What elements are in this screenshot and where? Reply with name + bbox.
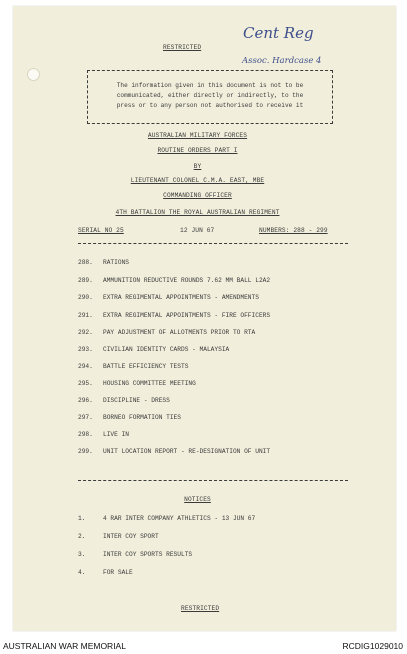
order-number: 289. bbox=[78, 277, 93, 284]
order-title: EXTRA REGIMENTAL APPOINTMENTS - AMENDMENTS bbox=[103, 294, 259, 301]
order-title: CIVILIAN IDENTITY CARDS - MALAYSIA bbox=[103, 346, 230, 353]
order-title: LIVE IN bbox=[103, 431, 129, 438]
order-title: UNIT LOCATION REPORT - RE-DESIGNATION OF UNIT bbox=[103, 448, 271, 455]
order-title: AMMUNITION REDUCTIVE ROUNDS 7.62 MM BALL L2A2 bbox=[103, 277, 271, 284]
notice-title: INTER COY SPORTS RESULTS bbox=[103, 551, 193, 558]
order-number: 298. bbox=[78, 431, 93, 438]
classification-bottom: RESTRICTED bbox=[181, 605, 220, 612]
notice-line: communicated, either directly or indirectly, to the bbox=[116, 92, 304, 99]
officer-name: LIEUTENANT COLONEL C.M.A. EAST, MBE bbox=[130, 177, 265, 184]
notice-line: press or to any person not authorised to receive it bbox=[116, 102, 304, 109]
order-number: 296. bbox=[78, 397, 93, 404]
order-title: RATIONS bbox=[103, 259, 129, 266]
separator-rule bbox=[78, 243, 348, 244]
notice-title: INTER COY SPORT bbox=[103, 533, 159, 540]
order-title: DISCIPLINE - DRESS bbox=[103, 397, 170, 404]
order-numbers: NUMBERS: 288 - 299 bbox=[259, 227, 328, 234]
notice-number: 4. bbox=[78, 569, 86, 576]
archive-name: AUSTRALIAN WAR MEMORIAL bbox=[3, 641, 126, 651]
archive-footer bbox=[0, 636, 407, 654]
classification-top: RESTRICTED bbox=[163, 44, 202, 51]
archive-reference: RCDIG1029010 bbox=[342, 641, 403, 651]
document-page bbox=[13, 6, 396, 631]
notices-heading: NOTICES bbox=[184, 496, 211, 503]
order-number: 290. bbox=[78, 294, 93, 301]
order-title: EXTRA REGIMENTAL APPOINTMENTS - FIRE OFFICERS bbox=[103, 312, 271, 319]
handwritten-note-line2: Assoc. Hardcase 4 bbox=[242, 56, 322, 66]
notice-title: FOR SALE bbox=[103, 569, 133, 576]
notice-title: 4 RAR INTER COMPANY ATHLETICS - 13 JUN 67 bbox=[103, 515, 256, 522]
order-number: 293. bbox=[78, 346, 93, 353]
order-number: 291. bbox=[78, 312, 93, 319]
order-number: 292. bbox=[78, 329, 93, 336]
orders-title: ROUTINE ORDERS PART I bbox=[157, 147, 238, 154]
order-title: HOUSING COMMITTEE MEETING bbox=[103, 380, 196, 387]
notice-line: The information given in this document is not to be bbox=[116, 82, 304, 89]
order-number: 288. bbox=[78, 259, 93, 266]
serial-number: SERIAL NO 25 bbox=[78, 227, 124, 234]
separator-rule bbox=[78, 480, 348, 481]
notice-number: 2. bbox=[78, 533, 86, 540]
order-title: BORNEO FORMATION TIES bbox=[103, 414, 181, 421]
notice-number: 3. bbox=[78, 551, 86, 558]
order-number: 295. bbox=[78, 380, 93, 387]
unit-name: 4TH BATTALION THE ROYAL AUSTRALIAN REGIMENT bbox=[115, 209, 280, 216]
security-notice-box bbox=[87, 70, 333, 124]
order-title: BATTLE EFFICIENCY TESTS bbox=[103, 363, 189, 370]
punch-hole bbox=[27, 68, 40, 81]
by-heading: BY bbox=[193, 163, 202, 170]
order-number: 299. bbox=[78, 448, 93, 455]
order-number: 297. bbox=[78, 414, 93, 421]
officer-role: COMMANDING OFFICER bbox=[163, 192, 232, 199]
order-number: 294. bbox=[78, 363, 93, 370]
order-date: 12 JUN 67 bbox=[180, 227, 215, 234]
force-heading: AUSTRALIAN MILITARY FORCES bbox=[147, 132, 248, 139]
order-title: PAY ADJUSTMENT OF ALLOTMENTS PRIOR TO RTA bbox=[103, 329, 256, 336]
handwritten-note-line1: Cent Reg bbox=[243, 24, 314, 42]
notice-number: 1. bbox=[78, 515, 86, 522]
